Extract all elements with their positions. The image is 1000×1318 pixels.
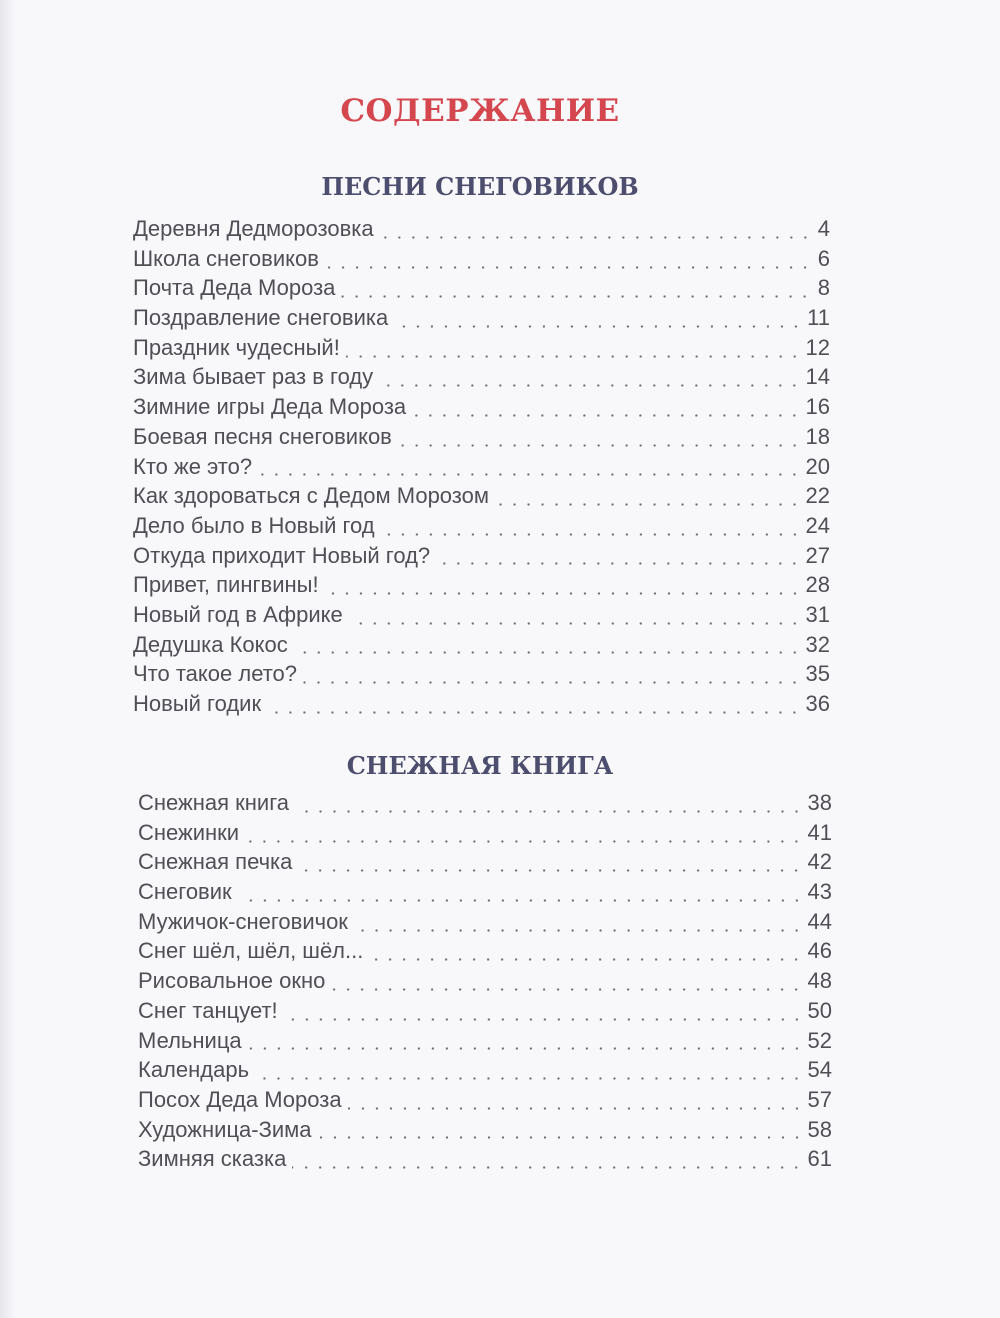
toc-entry-page-number: 6	[817, 245, 830, 271]
toc-entry-page-number: 31	[805, 601, 830, 627]
toc-entry	[133, 632, 830, 662]
dot-leader	[346, 339, 802, 361]
toc-entry-title: Снег шёл, шёл, шёл...	[138, 938, 364, 964]
toc-entry-page-number: 46	[807, 938, 832, 964]
toc-entry	[133, 483, 830, 513]
dot-leader	[267, 695, 801, 717]
toc-entry-title: Художница-Зима	[138, 1116, 312, 1142]
dot-leader	[294, 635, 802, 657]
toc-entry-page-number: 61	[807, 1146, 832, 1172]
toc-entry-title: Рисовальное окно	[138, 968, 326, 994]
toc-entry-title: Боевая песня снеговиков	[133, 423, 392, 449]
dot-leader	[295, 794, 804, 816]
toc-entry	[133, 513, 830, 543]
toc-entry	[138, 790, 832, 820]
dot-leader	[331, 972, 803, 994]
toc-entry-title: Дело было в Новый год	[133, 512, 375, 538]
toc-entry	[138, 1028, 832, 1058]
toc-entry	[138, 998, 832, 1028]
toc-list-snowmen-songs	[133, 216, 830, 721]
dot-leader	[369, 942, 803, 964]
dot-leader	[354, 913, 804, 935]
toc-entry	[138, 820, 832, 850]
toc-entry-page-number: 28	[805, 572, 830, 598]
toc-entry	[138, 1146, 832, 1176]
toc-entry	[138, 879, 832, 909]
toc-entry-title: Праздник чудесный!	[133, 334, 340, 360]
toc-entry-page-number: 52	[807, 1027, 832, 1053]
toc-entry-title: Деревня Дедморозовка	[133, 216, 374, 241]
toc-entry-page-number: 24	[805, 512, 830, 538]
toc-entry-title: Почта Деда Мороза	[133, 275, 336, 301]
toc-entry	[138, 968, 832, 998]
toc-entry-title: Календарь	[138, 1057, 250, 1083]
toc-entry-title: Зимние игры Деда Мороза	[133, 394, 407, 420]
toc-entry	[133, 216, 830, 246]
toc-entry-title: Зима бывает раз в году	[133, 364, 374, 390]
toc-entry-page-number: 27	[805, 542, 830, 568]
dot-leader	[436, 546, 801, 568]
toc-entry-title: Привет, пингвины!	[133, 572, 319, 598]
toc-entry	[138, 849, 832, 879]
toc-entry-title: Дедушка Кокос	[133, 631, 288, 657]
toc-entry	[133, 572, 830, 602]
toc-entry-page-number: 36	[805, 691, 830, 716]
toc-entry	[133, 275, 830, 305]
dot-leader	[398, 428, 802, 450]
toc-entry	[133, 364, 830, 394]
toc-entry	[133, 454, 830, 484]
dot-leader	[245, 824, 803, 846]
toc-entry	[133, 335, 830, 365]
dot-leader	[303, 665, 802, 687]
toc-entry-page-number: 42	[807, 849, 832, 875]
toc-entry-title: Как здороваться с Дедом Морозом	[133, 483, 489, 509]
toc-entry-page-number: 35	[805, 661, 830, 687]
toc-entry-title: Посох Деда Мороза	[138, 1086, 342, 1112]
dot-leader	[380, 220, 812, 242]
dot-leader	[298, 853, 803, 875]
toc-entry-page-number: 41	[807, 819, 832, 845]
dot-leader	[255, 1061, 803, 1083]
toc-entry-title: Школа снеговиков	[133, 245, 319, 271]
section-heading-snowmen-songs: ПЕСНИ СНЕГОВИКОВ	[321, 172, 639, 201]
toc-entry-page-number: 50	[807, 997, 832, 1023]
toc-entry-title: Откуда приходит Новый год?	[133, 542, 431, 568]
toc-entry-title: Снег танцует!	[138, 997, 278, 1023]
toc-entry-page-number: 14	[805, 364, 830, 390]
toc-entry-title: Снеговик	[138, 879, 232, 905]
dot-leader	[325, 250, 812, 272]
toc-entry-page-number: 57	[807, 1086, 832, 1112]
dot-leader	[248, 1031, 804, 1053]
toc-entry	[133, 661, 830, 691]
dot-leader	[381, 517, 802, 539]
page-title: СОДЕРЖАНИЕ	[340, 93, 620, 129]
dot-leader	[379, 368, 801, 390]
toc-entry-title: Снежинки	[138, 819, 240, 845]
toc-entry-page-number: 4	[817, 216, 830, 241]
toc-entry	[133, 691, 830, 721]
toc-entry	[138, 938, 832, 968]
toc-entry-title: Новый год в Африке	[133, 601, 343, 627]
toc-entry-title: Поздравление снеговика	[133, 305, 389, 331]
dot-leader	[348, 1091, 804, 1113]
toc-entry-page-number: 44	[807, 908, 832, 934]
toc-entry	[138, 1057, 832, 1087]
toc-entry-page-number: 54	[807, 1057, 832, 1083]
toc-entry-page-number: 20	[805, 453, 830, 479]
dot-leader	[349, 606, 802, 628]
dot-leader	[258, 457, 801, 479]
toc-entry-page-number: 11	[807, 305, 830, 331]
toc-entry-page-number: 8	[817, 275, 830, 301]
toc-entry-page-number: 32	[805, 631, 830, 657]
dot-leader	[292, 1150, 803, 1172]
dot-leader	[284, 1002, 804, 1024]
toc-entry-page-number: 18	[805, 423, 830, 449]
dot-leader	[238, 883, 804, 905]
toc-entry-title: Кто же это?	[133, 453, 253, 479]
toc-entry-page-number: 12	[805, 334, 830, 360]
dot-leader	[394, 309, 803, 331]
toc-list-snow-book	[138, 790, 832, 1176]
toc-entry-title: Снежная книга	[138, 790, 289, 815]
toc-entry-title: Снежная печка	[138, 849, 293, 875]
toc-entry	[133, 394, 830, 424]
toc-entry	[138, 909, 832, 939]
toc-entry	[133, 246, 830, 276]
toc-entry	[138, 1117, 832, 1147]
dot-leader	[412, 398, 801, 420]
dot-leader	[318, 1120, 804, 1142]
toc-entry	[133, 424, 830, 454]
dot-leader	[495, 487, 802, 509]
toc-entry	[133, 543, 830, 573]
toc-entry-page-number: 22	[805, 483, 830, 509]
dot-leader	[341, 279, 812, 301]
dot-leader	[325, 576, 802, 598]
toc-entry-title: Что такое лето?	[133, 661, 298, 687]
toc-entry-title: Зимняя сказка	[138, 1146, 287, 1172]
section-heading-snow-book: СНЕЖНАЯ КНИГА	[346, 751, 614, 780]
toc-entry-page-number: 43	[807, 879, 832, 905]
toc-entry-page-number: 48	[807, 968, 832, 994]
toc-entry	[138, 1087, 832, 1117]
toc-entry-page-number: 58	[807, 1116, 832, 1142]
toc-entry-title: Мельница	[138, 1027, 242, 1053]
toc-entry-title: Мужичок-снеговичок	[138, 908, 348, 934]
toc-entry-page-number: 38	[807, 790, 832, 815]
toc-entry-page-number: 16	[805, 394, 830, 420]
toc-entry	[133, 305, 830, 335]
toc-entry	[133, 602, 830, 632]
toc-entry-title: Новый годик	[133, 691, 262, 716]
